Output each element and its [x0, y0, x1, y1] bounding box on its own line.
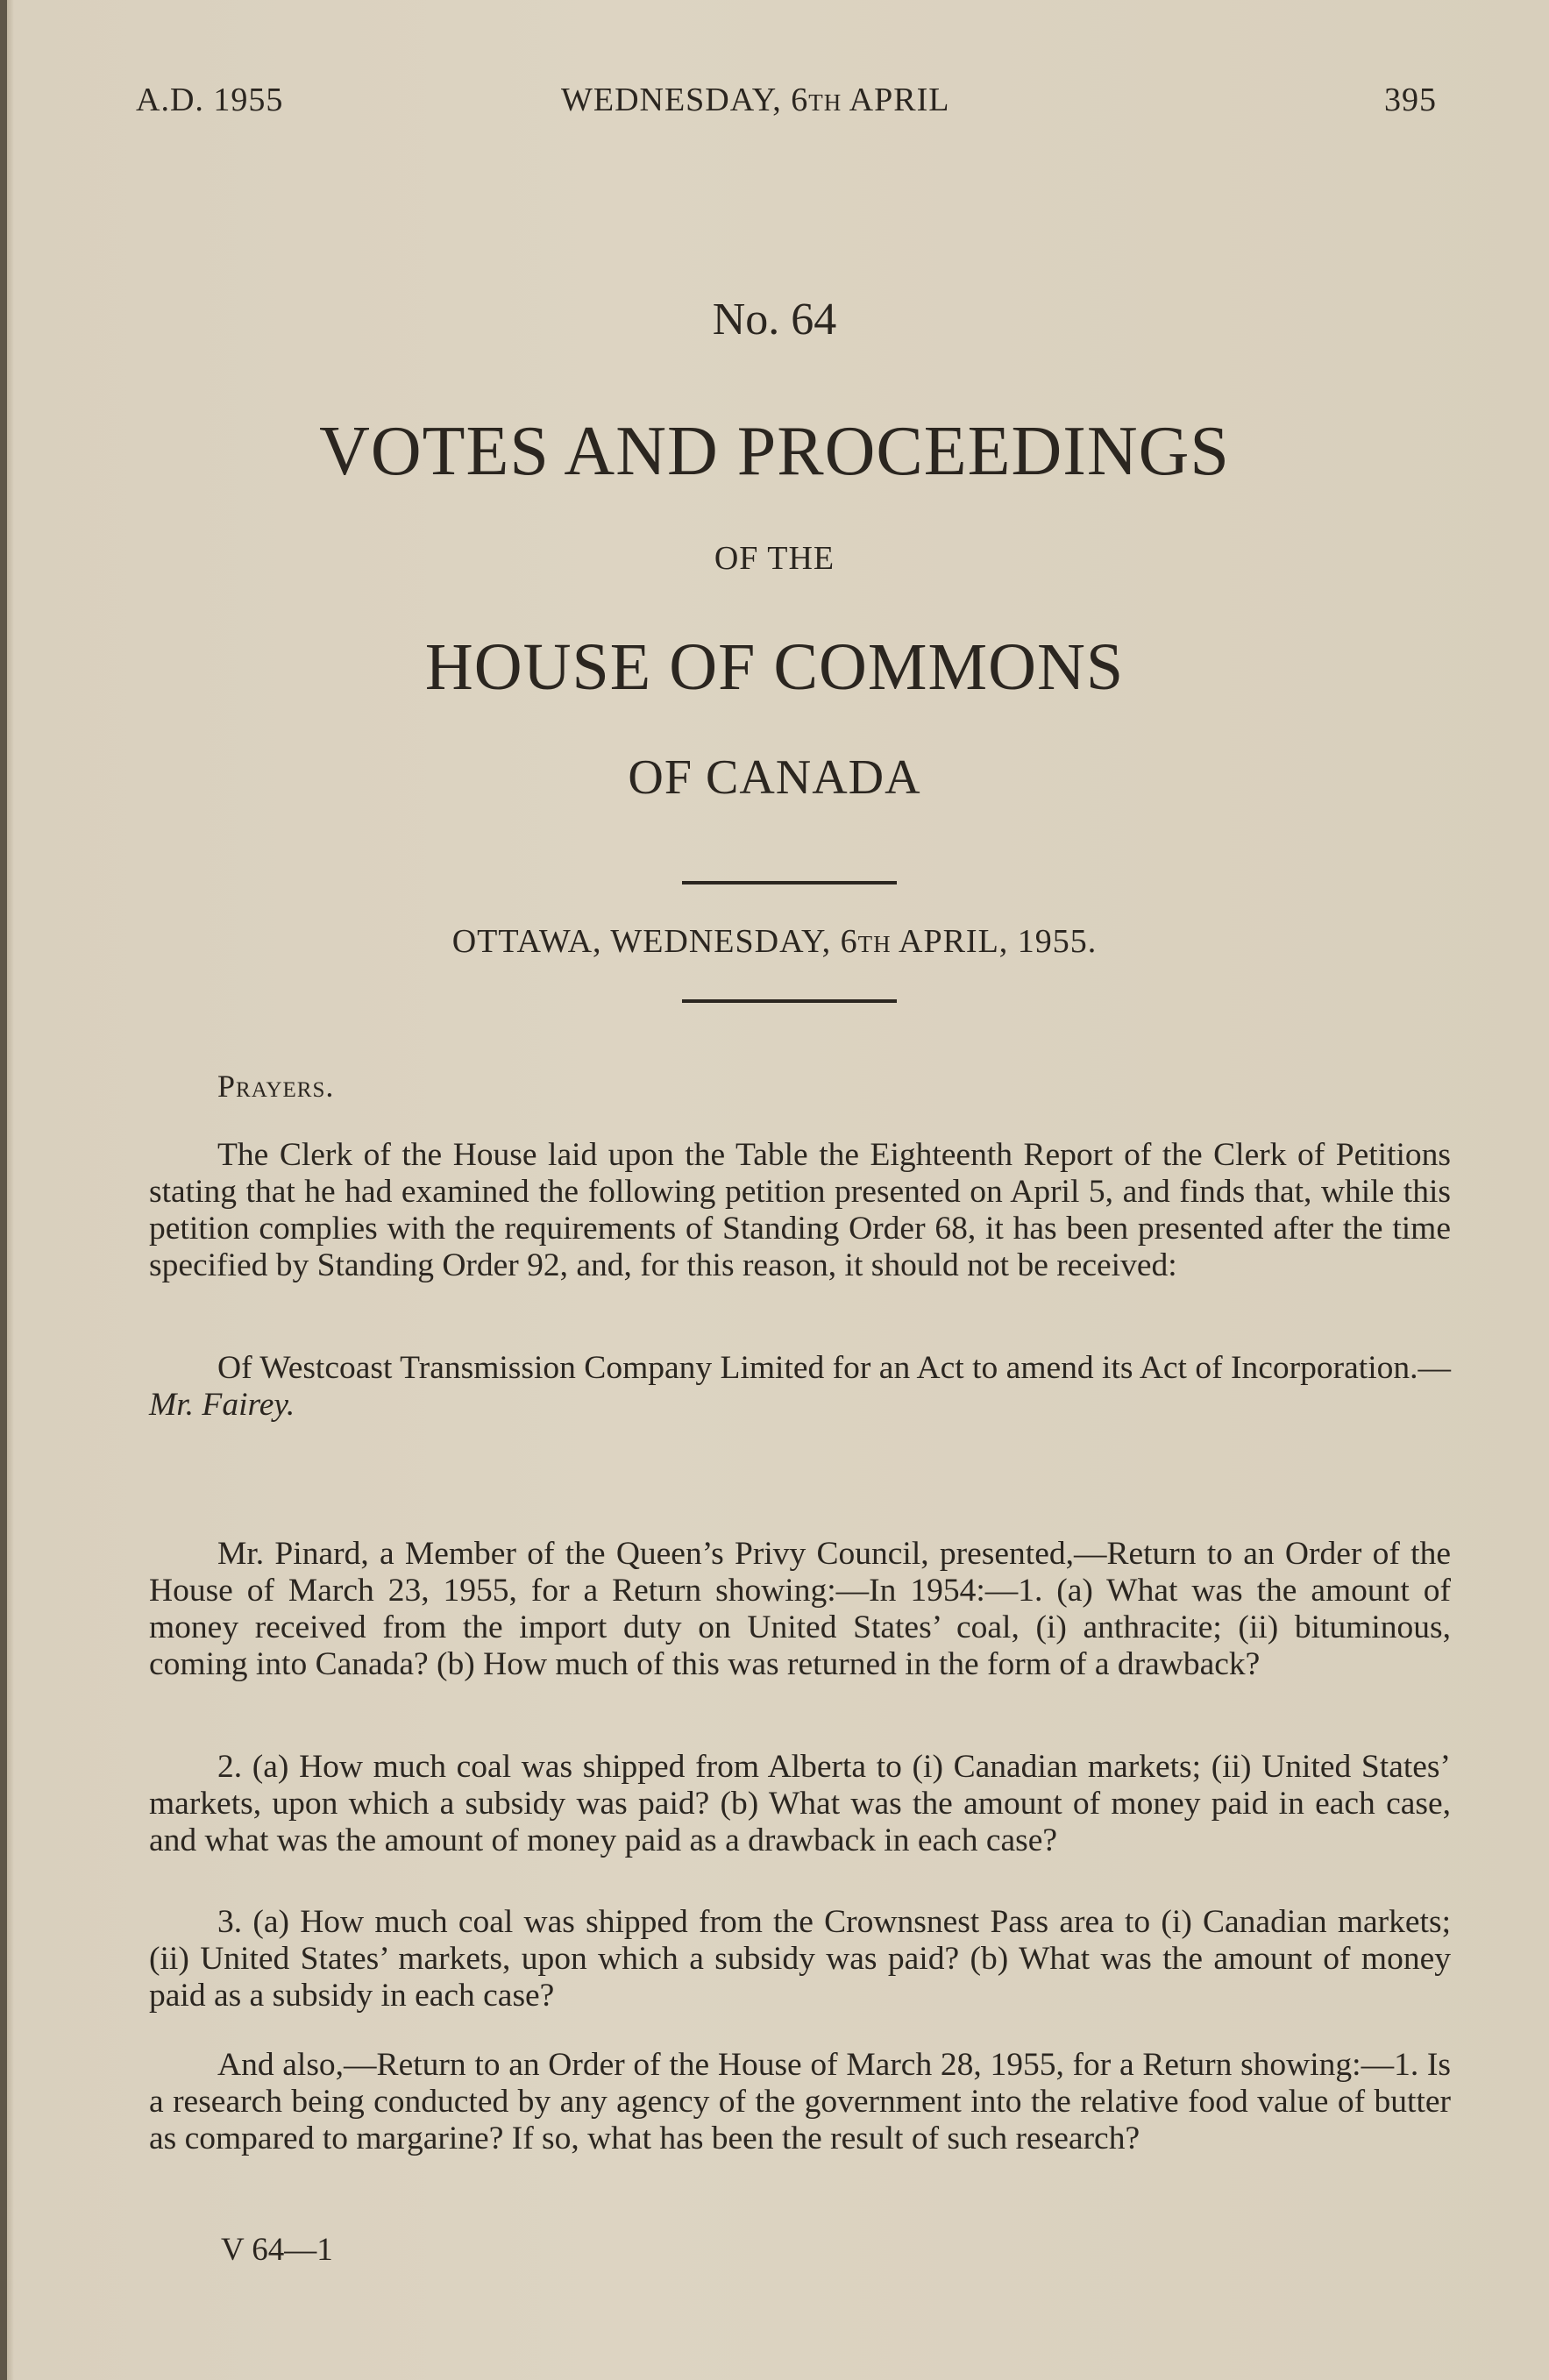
paragraph-text: 2. (a) How much coal was shipped from Alberta to (i) Canadian markets; (ii) United States’ markets, upon which a subsidy was paid? (b) What was the amount of money paid in each case, and what was the amount of money paid as a drawback in each case?	[149, 1749, 1451, 1858]
divider-rule-bottom	[682, 999, 897, 1003]
title-of-canada: OF CANADA	[628, 750, 921, 805]
paragraph-question-3	[149, 1904, 1451, 2014]
paragraph-text: 3. (a) How much coal was shipped from the Crownsnest Pass area to (i) Canadian markets; (ii) United States’ markets, upon which a subsidy was paid? (b) What was the amount of money paid as a subsidy in each case?	[149, 1904, 1451, 2014]
header-page-number: 395	[1384, 82, 1437, 118]
header-year: A.D. 1955	[136, 82, 284, 118]
dateline-prefix: OTTAWA, WEDNESDAY, 6	[451, 923, 858, 960]
paragraph-clerk-report	[149, 1137, 1451, 1284]
prayers-heading: Prayers.	[217, 1069, 335, 1104]
header-date-prefix: WEDNESDAY, 6	[561, 82, 809, 118]
running-header	[136, 81, 1437, 124]
petition-text: Of Westcoast Transmission Company Limited for an Act to amend its Act of Incorporation.—	[217, 1350, 1451, 1386]
paragraph-text: The Clerk of the House laid upon the Table the Eighteenth Report of the Clerk of Petitions stating that he had examined the following petition presented on April 5, and finds that, while this petition complies with the requirements of Standing Order 68, it has been presented after the time specified by Standing Order 92, and, for this reason, it should not be received:	[149, 1137, 1451, 1283]
paragraph-return-pinard	[149, 1536, 1451, 1683]
title-house-of-commons: HOUSE OF COMMONS	[424, 630, 1125, 704]
header-date	[561, 81, 949, 119]
dateline	[0, 922, 1549, 961]
binding-edge	[0, 0, 7, 2380]
paragraph-text: And also,—Return to an Order of the House of March 28, 1955, for a Return showing:—1. Is a research being conducted by any agency of the government into the relative food value of butter as compared to margarine? If so, what has been the result of such research?	[149, 2047, 1451, 2156]
dateline-rest: APRIL, 1955.	[891, 923, 1098, 960]
header-date-suffix: th	[808, 82, 842, 118]
title-of-the: OF THE	[714, 540, 835, 577]
issue-number: No. 64	[712, 295, 837, 345]
header-date-month: APRIL	[842, 82, 950, 118]
title-votes-and-proceedings: VOTES AND PROCEEDINGS	[319, 413, 1230, 490]
paragraph-text: Mr. Pinard, a Member of the Queen’s Privy Council, presented,—Return to an Order of the House of March 23, 1955, for a Return showing:—In 1954:—1. (a) What was the amount of money received from the import duty on United States’ coal, (i) anthracite; (ii) bituminous, coming into Canada? (b) How much of this was returned in the form of a drawback?	[149, 1536, 1451, 1682]
divider-rule-top	[682, 881, 897, 885]
paragraph-return-butter	[149, 2047, 1451, 2157]
signature-mark: V 64—1	[221, 2232, 333, 2268]
paragraph-petition	[149, 1350, 1451, 1424]
petition-mover: Mr. Fairey.	[149, 1387, 295, 1423]
paragraph-text	[149, 1350, 1451, 1424]
dateline-suffix: th	[857, 923, 892, 960]
paragraph-question-2	[149, 1749, 1451, 1859]
